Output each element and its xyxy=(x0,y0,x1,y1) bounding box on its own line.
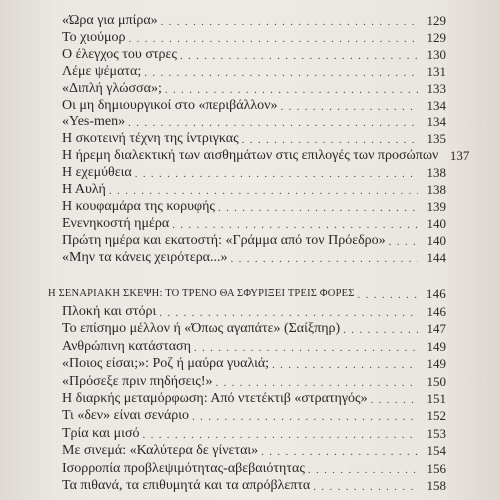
toc-entry-title: «Πρόσεξε πριν πηδήσεις!» xyxy=(62,374,213,389)
toc-entry xyxy=(62,232,446,250)
dot-leader xyxy=(144,65,418,81)
chapter-heading-row xyxy=(48,285,446,303)
dot-leader xyxy=(313,479,418,495)
toc-entry-page-number: 133 xyxy=(426,81,446,96)
toc-entry xyxy=(62,390,446,408)
toc-entry-title: Πρώτη ημέρα και εκατοστή: «Γράμμα από τον Πρόεδρο» xyxy=(62,233,386,248)
toc-entry xyxy=(62,407,446,425)
toc-entry xyxy=(62,373,446,391)
dot-leader xyxy=(109,183,418,199)
dot-leader xyxy=(159,305,418,321)
toc-entry xyxy=(62,320,446,338)
toc-entry-page-number: 144 xyxy=(426,250,446,265)
toc-entry-title: «Διπλή γλώσσα»; xyxy=(62,81,162,96)
toc-entry-page-number: 158 xyxy=(426,478,446,493)
toc-entry xyxy=(62,147,470,165)
toc-entry xyxy=(62,80,446,98)
toc-entry-title: Πλοκή και στόρι xyxy=(62,304,157,319)
toc-entry-page-number: 137 xyxy=(449,148,470,163)
toc-entry-page-number: 139 xyxy=(426,199,446,214)
dot-leader xyxy=(343,322,418,338)
toc-entry-title: Το χιούμορ xyxy=(62,30,126,45)
toc-entry-title: Λέμε ψέματα; xyxy=(62,64,142,79)
toc-entry xyxy=(62,425,446,443)
dot-leader xyxy=(272,357,418,373)
toc-entry xyxy=(62,198,446,216)
toc-entry-title: «Ώρα για μπίρα» xyxy=(62,13,158,28)
dot-leader xyxy=(231,251,418,267)
dot-leader xyxy=(389,234,418,250)
dot-leader xyxy=(216,375,419,391)
dot-leader xyxy=(180,48,418,64)
toc-entry-title: Η σκοτεινή τέχνη της ίντριγκας xyxy=(62,131,239,146)
dot-leader xyxy=(242,132,418,148)
toc-entry xyxy=(62,442,446,460)
toc-entry xyxy=(62,63,446,81)
toc-entry-title: Τι «δεν» είναι σενάριο xyxy=(62,408,190,423)
toc-entry xyxy=(62,12,446,30)
dot-leader xyxy=(135,166,418,182)
toc-entry xyxy=(62,46,446,64)
toc-entry-page-number: 151 xyxy=(426,391,446,406)
dot-leader xyxy=(165,82,418,98)
toc-entry xyxy=(62,249,446,267)
chapter-title: Η ΣΕΝΑΡΙΑΚΗ ΣΚΕΨΗ: ΤΟ ΤΡΕΝΟ ΘΑ ΣΦΥΡΙΞΕΙ ΤΡΕΙΣ ΦΟΡΕΣ xyxy=(48,288,355,299)
toc-entry-title: Τρία και μισό xyxy=(62,426,140,441)
toc-entry-page-number: 130 xyxy=(426,47,446,62)
toc-entry-title: Οι μη δημιουργικοί στο «περιβάλλον» xyxy=(62,98,278,113)
toc-entry-title: Η διαρκής μεταμόρφωση: Από ντετέκτιβ «στρατηγός» xyxy=(62,391,368,406)
dot-leader xyxy=(161,14,418,30)
toc-entry-title: Το επίσημο μέλλον ή «Όπως αγαπάτε» (Σαίξπηρ) xyxy=(62,321,341,336)
toc-entry-page-number: 138 xyxy=(426,182,446,197)
toc-entry-page-number: 150 xyxy=(426,374,446,389)
toc-entry-title: Η εχεμύθεια xyxy=(62,165,132,180)
toc-entry-page-number: 134 xyxy=(426,98,446,113)
toc-entry-page-number: 135 xyxy=(426,131,446,146)
toc-entry xyxy=(62,355,446,373)
dot-leader xyxy=(358,287,418,303)
toc-entry xyxy=(62,181,446,199)
toc-entry-page-number: 152 xyxy=(426,408,446,423)
toc-entry-title: Η κουφαμάρα της κορυφής xyxy=(62,199,215,214)
toc-entry-page-number: 153 xyxy=(426,426,446,441)
toc-entry-page-number: 129 xyxy=(426,30,446,45)
toc-entry xyxy=(62,460,446,478)
toc-entry-page-number: 149 xyxy=(426,356,446,371)
toc-entry-page-number: 147 xyxy=(426,321,446,336)
toc-entry-title: Ενενηκοστή ημέρα xyxy=(62,216,170,231)
dot-leader xyxy=(194,340,418,356)
toc-entry-title: Ο έλεγχος του στρες xyxy=(62,47,177,62)
toc-entry-page-number: 149 xyxy=(426,339,446,354)
toc-entry-page-number: 134 xyxy=(426,114,446,129)
toc-entry-title: Ανθρώπινη κατάσταση xyxy=(62,339,191,354)
toc-entry-title: Η Αυλή xyxy=(62,182,106,197)
toc-entry xyxy=(62,303,446,321)
dot-leader xyxy=(192,409,418,425)
dot-leader xyxy=(129,31,419,47)
toc-entry-title: Τα πιθανά, τα επιθυμητά και τα απρόβλεπτα xyxy=(62,478,311,493)
toc-entry-title: «Ποιος είσαι;»: Ροζ ή μαύρα γυαλιά; xyxy=(62,356,270,371)
toc-entry xyxy=(62,130,446,148)
toc-entry-page-number: 138 xyxy=(426,165,446,180)
chapter-page-number: 146 xyxy=(425,286,446,301)
toc-entry xyxy=(62,29,446,47)
toc-entry-title: Η ήρεμη διαλεκτική των αισθημάτων στις επιλογές των προσώπων xyxy=(62,148,439,163)
dot-leader xyxy=(172,217,418,233)
toc-entry-page-number: 140 xyxy=(426,216,446,231)
toc-entry-page-number: 156 xyxy=(426,461,446,476)
toc-entry xyxy=(62,164,446,182)
dot-leader xyxy=(128,115,418,131)
toc-entry xyxy=(62,215,446,233)
toc-entry-page-number: 154 xyxy=(426,443,446,458)
toc-entry-title: Ισορροπία προβλεψιμότητας-αβεβαιότητας xyxy=(62,461,305,476)
dot-leader xyxy=(218,200,418,216)
toc-entry xyxy=(62,477,446,495)
dot-leader xyxy=(143,427,419,443)
dot-leader xyxy=(308,462,418,478)
toc-entry-title: «Yes-men» xyxy=(62,114,126,129)
toc-entry-title: «Μην τα κάνεις χειρότερα...» xyxy=(62,250,228,265)
toc-entry xyxy=(62,338,446,356)
toc-entry-title: Με σινεμά: «Καλύτερα δε γίνεται» xyxy=(62,443,259,458)
toc-entry xyxy=(62,113,446,131)
dot-leader xyxy=(371,392,418,408)
dot-leader xyxy=(261,444,418,460)
toc-entry-page-number: 129 xyxy=(426,13,446,28)
toc-entry-page-number: 140 xyxy=(426,233,446,248)
toc-entry-page-number: 146 xyxy=(426,304,446,319)
toc-entry-page-number: 131 xyxy=(426,64,446,79)
